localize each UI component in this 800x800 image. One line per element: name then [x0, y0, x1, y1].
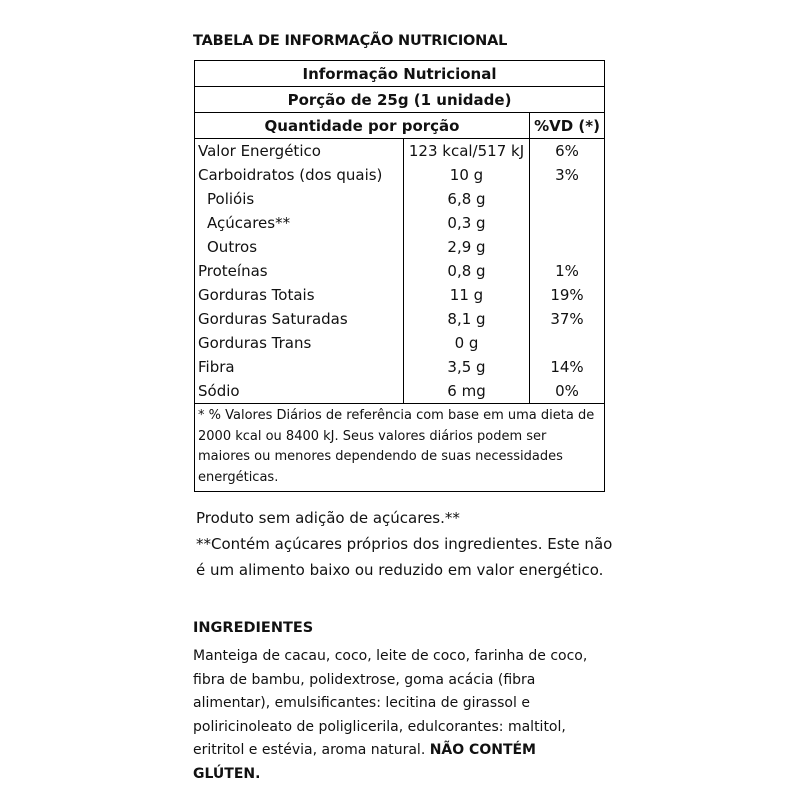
- no-added-sugar-note: Produto sem adição de açúcares.**: [196, 509, 460, 527]
- nutrient-label: Gorduras Saturadas: [195, 307, 404, 331]
- column-header-vd: %VD (*): [530, 113, 605, 139]
- nutrient-value: 3,5 g: [404, 355, 530, 379]
- nutrient-vd: [530, 331, 605, 355]
- table-row: [195, 163, 605, 187]
- nutrient-vd: 37%: [530, 307, 605, 331]
- table-title: Informação Nutricional: [195, 61, 605, 87]
- nutrient-label: Polióis: [195, 187, 404, 211]
- nutrient-value: 123 kcal/517 kJ: [404, 139, 530, 164]
- table-row: [195, 307, 605, 331]
- portion-size: Porção de 25g (1 unidade): [195, 87, 605, 113]
- nutrient-value: 0,3 g: [404, 211, 530, 235]
- nutrient-vd: 14%: [530, 355, 605, 379]
- product-notes: [196, 505, 616, 583]
- nutrient-vd: [530, 235, 605, 259]
- table-row: [195, 211, 605, 235]
- nutrient-value: 11 g: [404, 283, 530, 307]
- column-header-quantity: Quantidade por porção: [195, 113, 530, 139]
- nutrient-value: 0,8 g: [404, 259, 530, 283]
- table-row: [195, 235, 605, 259]
- nutrient-vd: [530, 187, 605, 211]
- table-row: [195, 259, 605, 283]
- nutrient-value: 6 mg: [404, 379, 530, 404]
- nutrient-label: Sódio: [195, 379, 404, 404]
- table-row: [195, 379, 605, 404]
- table-row: [195, 139, 605, 164]
- nutrient-value: 8,1 g: [404, 307, 530, 331]
- nutrient-label: Outros: [195, 235, 404, 259]
- nutrient-label: Carboidratos (dos quais): [195, 163, 404, 187]
- gluten-warning: NÃO CONTÉM GLÚTEN.: [193, 742, 536, 782]
- ingredients-text: [193, 645, 593, 786]
- table-row: [195, 187, 605, 211]
- ingredients-list: Manteiga de cacau, coco, leite de coco, farinha de coco, fibra de bambu, polidextrose, goma acácia (fibra alimentar), emulsificantes: lecitina de girassol e poliricinoleato de poliglicerila, edulcorantes: maltitol, eritritol e estévia, aroma natural.: [193, 648, 588, 758]
- page-heading: TABELA DE INFORMAÇÃO NUTRICIONAL: [193, 33, 508, 49]
- nutrient-value: 6,8 g: [404, 187, 530, 211]
- nutrient-value: 10 g: [404, 163, 530, 187]
- nutrient-label: Gorduras Trans: [195, 331, 404, 355]
- nutrient-vd: 0%: [530, 379, 605, 404]
- table-row: [195, 331, 605, 355]
- nutrient-label: Proteínas: [195, 259, 404, 283]
- table-footnote: * % Valores Diários de referência com base em uma dieta de 2000 kcal ou 8400 kJ. Seus valores diários podem ser maiores ou menores dependendo de suas necessidades energéticas.: [195, 404, 605, 492]
- nutrient-label: Fibra: [195, 355, 404, 379]
- nutrient-label: Açúcares**: [195, 211, 404, 235]
- nutrient-label: Gorduras Totais: [195, 283, 404, 307]
- nutrition-table: [194, 60, 605, 492]
- table-row: [195, 283, 605, 307]
- nutrient-label: Valor Energético: [195, 139, 404, 164]
- nutrient-vd: 6%: [530, 139, 605, 164]
- nutrient-vd: 1%: [530, 259, 605, 283]
- nutrient-vd: 3%: [530, 163, 605, 187]
- ingredients-title: INGREDIENTES: [193, 620, 314, 636]
- nutrient-value: 2,9 g: [404, 235, 530, 259]
- sugar-content-note: **Contém açúcares próprios dos ingredientes. Este não é um alimento baixo ou reduzido em valor energético.: [196, 535, 613, 579]
- nutrient-vd: 19%: [530, 283, 605, 307]
- nutrient-vd: [530, 211, 605, 235]
- nutrient-value: 0 g: [404, 331, 530, 355]
- table-row: [195, 355, 605, 379]
